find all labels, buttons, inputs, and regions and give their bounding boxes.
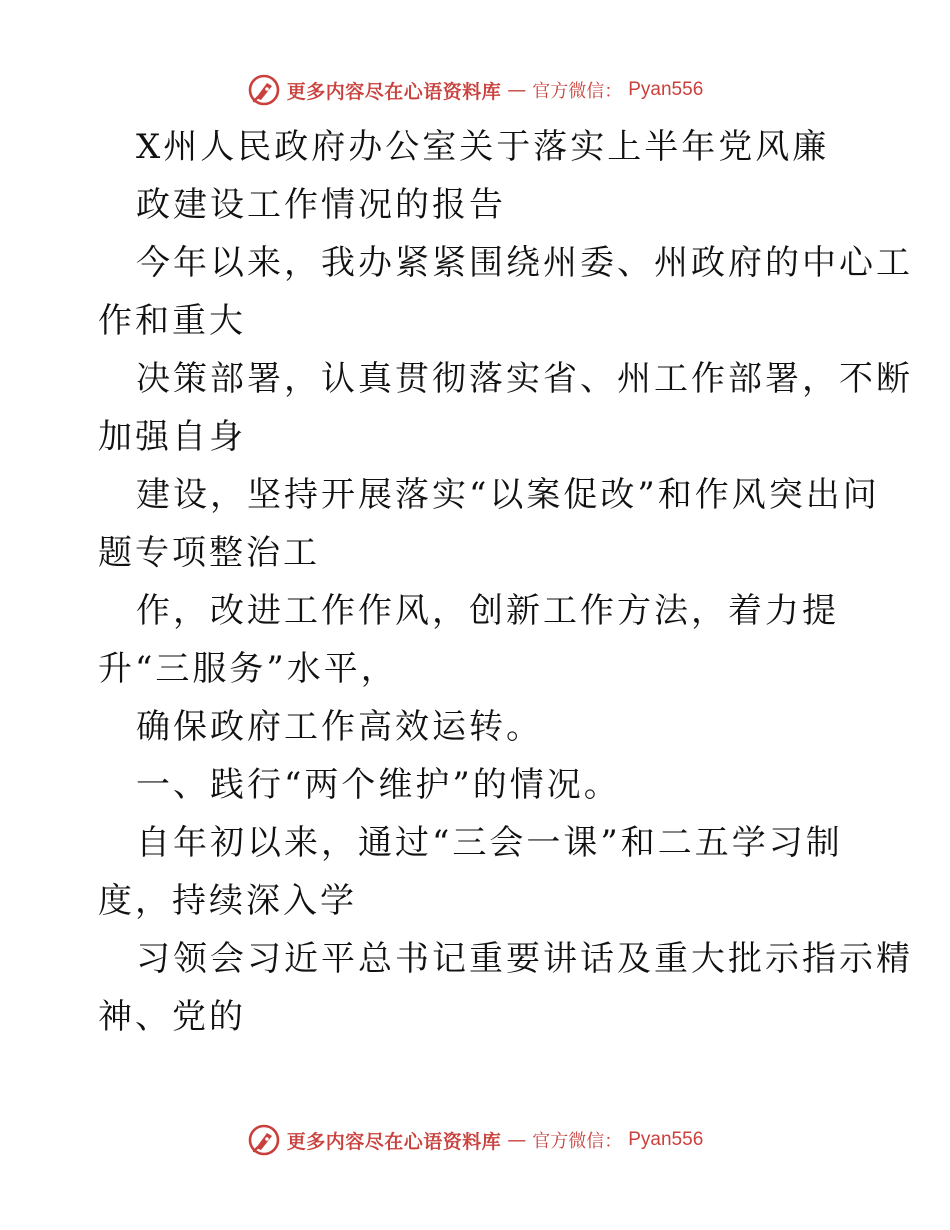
pen-nib-circle-icon: [247, 73, 281, 107]
header-watermark-banner: [0, 70, 950, 110]
paragraph-line: 作和重大: [98, 301, 246, 341]
paragraph-line: 神、党的: [98, 997, 246, 1037]
paragraph-line: 建设，坚持开展落实“以案促改”和作风突出问: [136, 475, 880, 515]
paragraph-line: 自年初以来，通过“三会一课”和二五学习制: [136, 823, 843, 863]
banner-wechat-id: Pyan556: [628, 1129, 704, 1150]
footer-watermark-banner: [0, 1120, 950, 1160]
banner-text: 更多内容尽在心语资料库: [286, 1130, 502, 1153]
pen-nib-circle-icon: [247, 1123, 281, 1157]
document-body: [98, 118, 913, 1046]
paragraph-line: 确保政府工作高效运转。: [136, 707, 543, 747]
paragraph-line: 加强自身: [98, 417, 246, 457]
document-title-line-2: 政建设工作情况的报告: [136, 185, 506, 225]
paragraph-line: 习领会习近平总书记重要讲话及重大批示指示精: [136, 939, 913, 979]
paragraph-line: 作，改进工作作风，创新工作方法，着力提: [136, 591, 839, 631]
banner-separator: —: [507, 79, 527, 101]
banner-text: 更多内容尽在心语资料库: [286, 80, 502, 103]
banner-wechat-label: 官方微信：: [532, 1131, 623, 1152]
paragraph-line: 题专项整治工: [98, 533, 320, 573]
document-title-line-1: X州人民政府办公室关于落实上半年党风廉: [136, 127, 830, 167]
banner-separator: —: [507, 1129, 527, 1151]
paragraph-line: 决策部署，认真贯彻落实省、州工作部署，不断: [136, 359, 913, 399]
banner-wechat-id: Pyan556: [628, 79, 704, 100]
paragraph-line: 升“三服务”水平，: [98, 649, 398, 689]
banner-wechat-label: 官方微信：: [532, 81, 623, 102]
section-heading: 一、践行“两个维护”的情况。: [136, 765, 621, 805]
paragraph-line: 度，持续深入学: [98, 881, 357, 921]
paragraph-line: 今年以来，我办紧紧围绕州委、州政府的中心工: [136, 243, 913, 283]
